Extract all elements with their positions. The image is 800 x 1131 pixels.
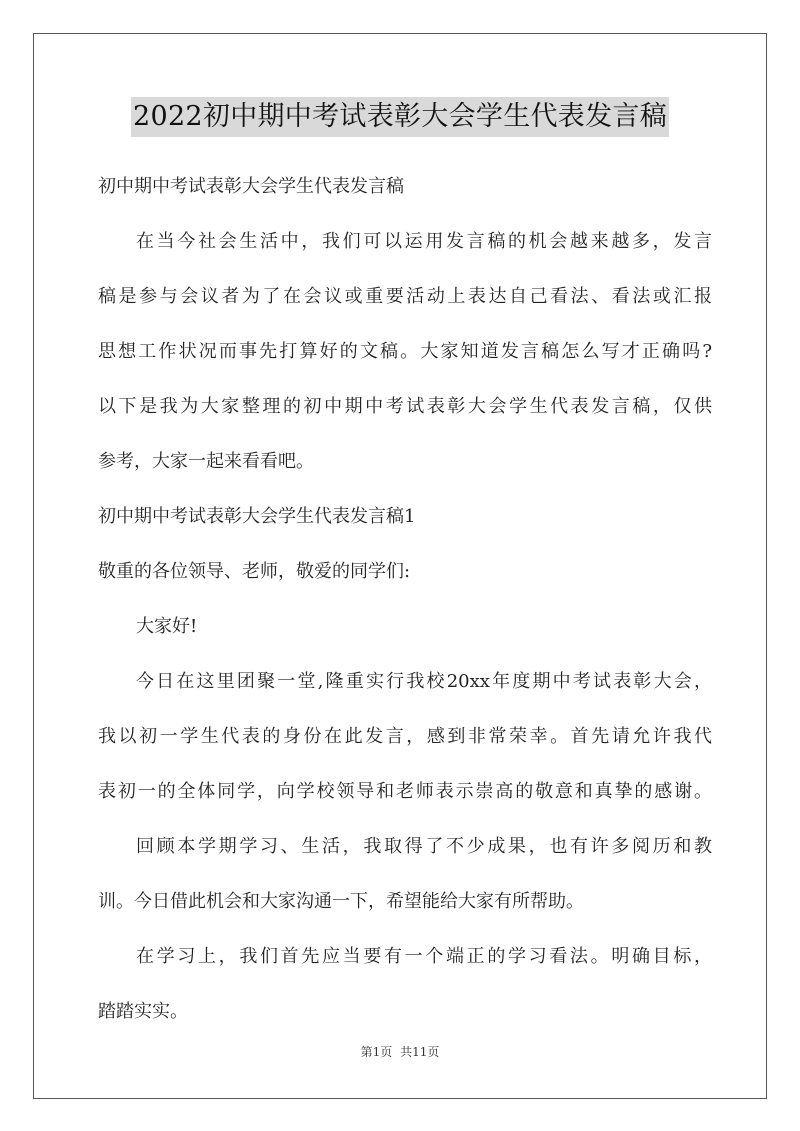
intro-line: 稿是参与会议者为了在会议或重要活动上表达自己看法、看法或汇报: [98, 286, 712, 307]
intro-line: 参考，大家一起来看看吧。: [98, 451, 314, 472]
section-heading: 初中期中考试表彰大会学生代表发言稿1: [98, 506, 416, 527]
document-body: [98, 167, 712, 1032]
paragraph-line: 训。今日借此机会和大家沟通一下，希望能给大家有所帮助。: [98, 891, 584, 912]
subtitle: 初中期中考试表彰大会学生代表发言稿: [98, 176, 404, 197]
paragraph-line: 今日在这里团聚一堂,隆重实行我校20xx年度期中考试表彰大会，: [136, 671, 712, 692]
intro-line: 以下是我为大家整理的初中期中考试表彰大会学生代表发言稿，仅供: [98, 396, 712, 417]
greeting: 大家好!: [136, 616, 198, 637]
title-container: [0, 97, 800, 137]
page-number: 第1页: [360, 1045, 393, 1059]
paragraph-line: 表初一的全体同学，向学校领导和老师表示崇高的敬意和真挚的感谢。: [98, 781, 712, 802]
salutation: 敬重的各位领导、老师，敬爱的同学们:: [98, 561, 411, 582]
page-footer: [0, 1043, 800, 1060]
paragraph-line: 我以初一学生代表的身份在此发言，感到非常荣幸。首先请允许我代: [98, 726, 712, 747]
intro-line: 在当今社会生活中，我们可以运用发言稿的机会越来越多，发言: [136, 231, 712, 252]
paragraph-line: 在学习上，我们首先应当要有一个端正的学习看法。明确目标，: [136, 946, 712, 967]
paragraph-line: 踏踏实实。: [98, 1001, 188, 1022]
paragraph-line: 回顾本学期学习、生活，我取得了不少成果，也有许多阅历和教: [136, 836, 712, 857]
document-title: 2022初中期中考试表彰大会学生代表发言稿: [131, 97, 669, 137]
page-total: 共11页: [400, 1045, 440, 1059]
intro-line: 思想工作状况而事先打算好的文稿。大家知道发言稿怎么写才正确吗?: [98, 341, 712, 362]
